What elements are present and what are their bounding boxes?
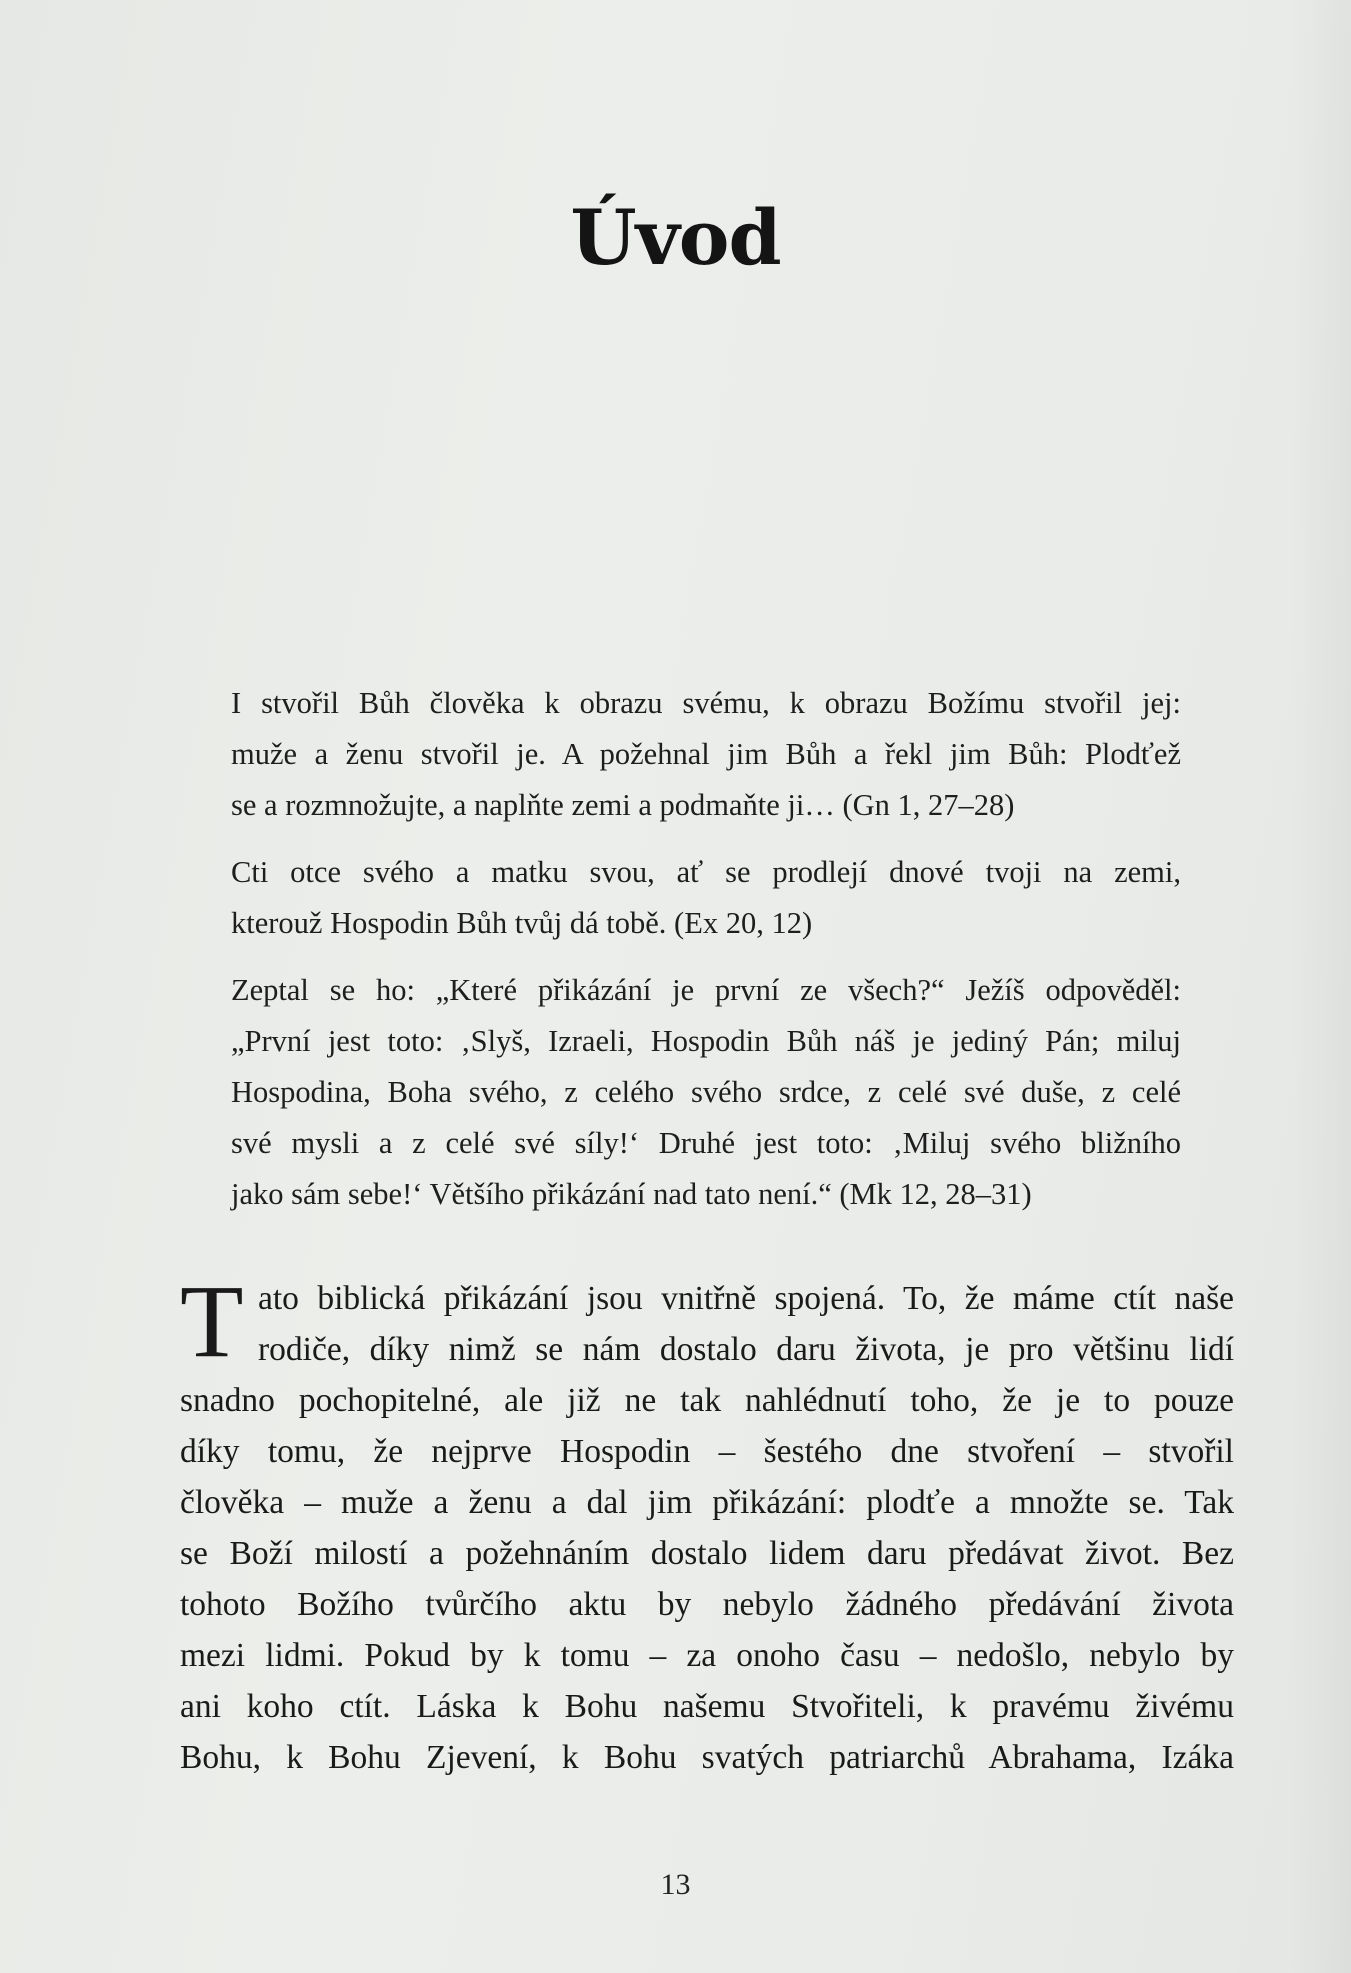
body-line: tohoto Božího tvůrčího aktu by nebylo žádného předávání života	[180, 1586, 1234, 1623]
drop-cap: T	[180, 1264, 244, 1379]
body-line: snadno pochopitelné, ale již ne tak nahlédnutí toho, že je to pouze	[180, 1382, 1234, 1419]
page-number: 13	[660, 1868, 691, 1901]
body-line: Bohu, k Bohu Zjevení, k Bohu svatých patriarchů Abrahama, Izáka	[180, 1739, 1234, 1776]
body-line: díky tomu, že nejprve Hospodin – šestého dne stvoření – stvořil	[180, 1433, 1234, 1470]
epigraph-line: kterouž Hospodin Bůh tvůj dá tobě. (Ex 20, 12)	[231, 906, 813, 940]
epigraph-genesis	[231, 678, 1181, 831]
page-edge-shadow	[1291, 0, 1351, 1973]
body-line: mezi lidmi. Pokud by k tomu – za onoho času – nedošlo, nebylo by	[180, 1637, 1234, 1674]
epigraph-line: I stvořil Bůh člověka k obrazu svému, k obrazu Božímu stvořil jej:	[231, 686, 1181, 720]
epigraph-exodus	[231, 847, 1181, 949]
body-line: rodiče, díky nimž se nám dostalo daru života, je pro většinu lidí	[258, 1331, 1234, 1368]
epigraph-mark	[231, 965, 1181, 1220]
epigraph-line: muže a ženu stvořil je. A požehnal jim Bůh a řekl jim Bůh: Plodťež	[231, 737, 1181, 771]
body-line: ani koho ctít. Láska k Bohu našemu Stvořiteli, k pravému živému	[180, 1688, 1234, 1725]
epigraph-line: Cti otce svého a matku svou, ať se prodlejí dnové tvoji na zemi,	[231, 855, 1181, 889]
body-line: se Boží milostí a požehnáním dostalo lidem daru předávat život. Bez	[180, 1535, 1234, 1572]
epigraph-line: jako sám sebe!‘ Většího přikázání nad tato není.“ (Mk 12, 28–31)	[231, 1177, 1032, 1211]
epigraph-line: Hospodina, Boha svého, z celého svého srdce, z celé své duše, z celé	[231, 1075, 1181, 1109]
epigraph-line: „První jest toto: ‚Slyš, Izraeli, Hospodin Bůh náš je jediný Pán; miluj	[231, 1024, 1181, 1058]
epigraph-line: se a rozmnožujte, a naplňte zemi a podmaňte ji… (Gn 1, 27–28)	[231, 788, 1015, 822]
chapter-title: Úvod	[570, 193, 781, 282]
epigraph-line: Zeptal se ho: „Které přikázání je první ze všech?“ Ježíš odpověděl:	[231, 973, 1181, 1007]
body-paragraph	[180, 1264, 1234, 1783]
body-line: ato biblická přikázání jsou vnitřně spojená. To, že máme ctít naše	[258, 1280, 1234, 1317]
epigraphs-block	[231, 678, 1181, 1236]
body-line: člověka – muže a ženu a dal jim přikázání: plodťe a množte se. Tak	[180, 1484, 1234, 1521]
epigraph-line: své mysli a z celé své síly!‘ Druhé jest toto: ‚Miluj svého bližního	[231, 1126, 1181, 1160]
